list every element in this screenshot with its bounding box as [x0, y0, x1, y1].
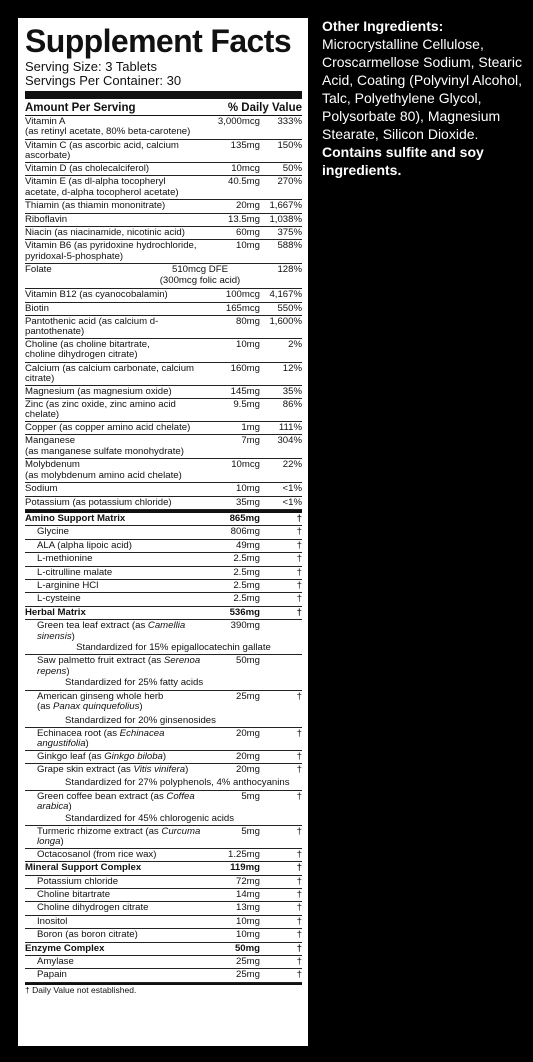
ingredient-name: Riboflavin [25, 213, 68, 225]
green-tea-pre: Green tea leaf extract (as [37, 620, 148, 632]
green-tea-amount: 390mg [230, 620, 260, 632]
ingredient-source: pyridoxal-5-phosphate) [25, 250, 124, 262]
dv-header: % Daily Value [227, 102, 302, 114]
amino-row [25, 593, 302, 606]
vitamin-row-name [25, 228, 206, 238]
nutrient-row-name [25, 460, 206, 481]
folate-row [25, 264, 302, 289]
ingredient-name: Inositol [37, 915, 68, 927]
ingredient-dv: 111% [278, 421, 302, 433]
coffee-amount: 5mg [241, 790, 260, 802]
ingredient-name: Sodium [25, 483, 58, 495]
ingredient-amount: 72mg [236, 875, 260, 887]
vitamin-row [25, 214, 302, 227]
ingredient-name: Choline bitartrate [37, 889, 111, 901]
ingredient-name: ALA (alpha lipoic acid) [37, 539, 132, 551]
ingredient-name: Potassium (as potassium chloride) [25, 496, 172, 508]
ingredient-dv: 1,667% [269, 200, 302, 212]
mineral-row [25, 876, 302, 889]
nutrient-row-name [25, 484, 206, 494]
mineral-complex-dv: † [296, 862, 302, 874]
nutrient-row [25, 399, 302, 422]
herbal-matrix-row [25, 607, 302, 620]
ingredient-amount: 80mg [236, 315, 260, 327]
amino-row [25, 526, 302, 539]
ingredient-amount: 49mg [236, 539, 260, 551]
vitamin-row-name [25, 164, 206, 174]
ingredient-source: (as retinyl acetate, 80% beta-carotene) [25, 126, 191, 138]
ingredient-amount: 10mg [236, 338, 260, 350]
mineral-row [25, 889, 302, 902]
coffee-name [25, 792, 206, 813]
ingredient-name: Vitamin B12 (as cyanocobalamin) [25, 289, 168, 301]
nutrient-row [25, 303, 302, 316]
ingredient-dv: † [296, 929, 302, 941]
herbal-matrix-dv: † [296, 606, 302, 618]
ginkgo-row [25, 751, 302, 764]
ginkgo-pre: Ginkgo leaf (as [37, 750, 105, 762]
thick-divider [25, 91, 302, 99]
ginkgo-dv: † [296, 750, 302, 762]
allergen-statement: Contains sulfite and soy ingredients. [322, 144, 484, 178]
nutrient-row [25, 422, 302, 435]
servings-per-container: Servings Per Container: 30 [25, 73, 182, 88]
footnote: † Daily Value not established. [25, 983, 302, 996]
folate-amount-text: 510mcg DFE [172, 264, 228, 276]
enzyme-row [25, 969, 302, 982]
ingredient-name: L-citrulline malate [37, 566, 113, 578]
nutrient-row-name [25, 423, 206, 433]
ingredient-name: Choline dihydrogen citrate [37, 902, 149, 914]
ginseng-latin: Panax quinquefolius [53, 700, 140, 712]
amino-row-name [25, 594, 206, 604]
serving-size: Serving Size: 3 Tablets [25, 59, 157, 74]
ingredient-amount: 13mg [236, 902, 260, 914]
amount-header: Amount Per Serving [25, 102, 136, 114]
grape-pre: Grape skin extract (as [37, 764, 134, 776]
ingredient-name: Glycine [37, 526, 69, 538]
mineral-row [25, 902, 302, 915]
nutrient-row [25, 363, 302, 386]
amino-row-name [25, 554, 206, 564]
ingredient-amount: 10mg [236, 915, 260, 927]
ingredient-amount: 2.5mg [233, 593, 260, 605]
nutrient-row [25, 386, 302, 399]
ingredient-amount: 7mg [241, 435, 260, 447]
ingredient-dv: 550% [277, 302, 302, 314]
ingredient-name: Amylase [37, 956, 74, 968]
mineral-row-name [25, 890, 206, 900]
amino-row-name [25, 527, 206, 537]
ingredient-dv: † [296, 875, 302, 887]
enzyme-complex-row [25, 943, 302, 956]
amino-matrix-row [25, 513, 302, 526]
mineral-row-name [25, 877, 206, 887]
vitamin-row [25, 176, 302, 200]
vitamin-row [25, 116, 302, 140]
octacosanol-name: Octacosanol (from rice wax) [37, 848, 157, 860]
vitamin-row-name [25, 241, 206, 262]
grape-name [25, 765, 206, 775]
ingredient-amount: 25mg [236, 956, 260, 968]
enzyme-complex-name: Enzyme Complex [25, 942, 105, 954]
vitamin-row [25, 163, 302, 176]
saw-palmetto-row [25, 655, 302, 677]
ingredient-name: L-cysteine [37, 593, 81, 605]
grape-standardized: Standardized for 27% polyphenols, 4% anthocyanins [25, 777, 302, 790]
amino-row [25, 540, 302, 553]
ingredient-dv: 1,600% [269, 315, 302, 327]
vitamin-row [25, 140, 302, 163]
ingredient-dv: † [296, 969, 302, 981]
column-header [25, 101, 302, 116]
turmeric-pre: Turmeric rhizome extract (as [37, 826, 162, 838]
ingredient-amount: 1mg [241, 421, 260, 433]
ingredient-name: Biotin [25, 302, 49, 314]
ingredient-dv: 304% [277, 435, 302, 447]
nutrient-row [25, 316, 302, 339]
mineral-row [25, 929, 302, 942]
ingredient-amount: 100mcg [225, 289, 260, 301]
herbal-matrix-amount: 536mg [229, 606, 260, 618]
coffee-dv: † [296, 790, 302, 802]
nutrient-row-name [25, 317, 206, 338]
ginkgo-post: ) [162, 750, 167, 762]
ingredient-amount: 40.5mg [228, 176, 260, 188]
ingredient-name: Molybdenum [25, 459, 80, 471]
nutrient-row-name [25, 387, 206, 397]
ginseng-pre: (as [37, 700, 53, 712]
turmeric-amount: 5mg [241, 826, 260, 838]
ingredient-name: Magnesium (as magnesium oxide) [25, 385, 172, 397]
ginseng-post: ) [139, 700, 143, 712]
nutrient-row-name [25, 364, 206, 385]
ingredient-name: Potassium chloride [37, 875, 119, 887]
mineral-row [25, 916, 302, 929]
amino-row-name [25, 568, 206, 578]
amino-matrix-amount: 865mg [229, 512, 260, 524]
echinacea-row [25, 728, 302, 751]
echinacea-name [25, 729, 206, 750]
ingredient-amount: 10mg [236, 929, 260, 941]
nutrient-row-name [25, 304, 206, 314]
ingredient-dv: 12% [282, 362, 302, 374]
nutrient-row-name [25, 498, 206, 508]
ingredient-name: Vitamin D (as cholecalciferol) [25, 162, 150, 174]
enzyme-complex-amount: 50mg [234, 942, 260, 954]
ingredient-dv: † [296, 593, 302, 605]
ingredient-amount: 13.5mg [228, 213, 260, 225]
folate-amount [140, 265, 260, 286]
ingredient-source: acetate, d-alpha tocopherol acetate) [25, 186, 179, 198]
nutrient-row-name [25, 436, 206, 457]
turmeric-row [25, 826, 302, 849]
coffee-latin: Coffea arabica [37, 790, 195, 813]
ingredient-amount: 25mg [236, 969, 260, 981]
ingredient-name: Vitamin A [25, 116, 66, 127]
ingredient-name: Manganese [25, 435, 76, 447]
coffee-post: ) [68, 801, 72, 813]
grape-amount: 20mg [236, 764, 260, 776]
ingredient-dv: 270% [277, 176, 302, 188]
ingredient-dv: 4,167% [269, 289, 302, 301]
mineral-row-name [25, 903, 206, 913]
ingredient-amount: 165mcg [225, 302, 260, 314]
folate-dv: 128% [277, 264, 302, 276]
ingredient-dv: † [296, 889, 302, 901]
ingredient-dv: 333% [277, 116, 302, 127]
ingredient-amount: 35mg [236, 496, 260, 508]
amino-row [25, 567, 302, 580]
amino-row-name [25, 541, 206, 551]
enzyme-list [25, 956, 302, 983]
ingredient-name: Vitamin C (as ascorbic acid, calcium ascorbate) [25, 140, 179, 162]
echinacea-dv: † [296, 727, 302, 739]
ingredient-dv: 2% [288, 338, 302, 350]
green-tea-post: ) [71, 630, 75, 642]
ingredient-name: Zinc (as zinc oxide, zinc amino acid chelate) [25, 398, 176, 421]
ingredient-amount: 10mg [236, 483, 260, 495]
vitamin-list-2 [25, 289, 302, 510]
supplement-facts-panel [17, 17, 309, 1047]
ingredient-name: L-arginine HCl [37, 579, 99, 591]
ingredient-amount: 135mg [230, 140, 260, 151]
ingredient-amount: 806mg [230, 526, 260, 538]
mineral-complex-amount: 119mg [230, 862, 260, 874]
vitamin-row-name [25, 117, 206, 138]
turmeric-dv: † [296, 826, 302, 838]
ingredient-dv: 50% [282, 162, 302, 174]
grape-latin: Vitis vinifera [133, 764, 186, 776]
ginkgo-amount: 20mg [236, 750, 260, 762]
ingredient-name: Calcium (as calcium carbonate, calcium citrate) [25, 362, 195, 385]
echinacea-pre: Echinacea root (as [37, 727, 120, 739]
ingredient-source: (as manganese sulfate monohydrate) [25, 445, 184, 457]
ingredient-dv: † [296, 902, 302, 914]
amino-row-name [25, 581, 206, 591]
other-ingredients-heading: Other Ingredients: [322, 18, 444, 34]
nutrient-row [25, 497, 302, 510]
grape-post: ) [185, 764, 189, 776]
ingredient-name: Niacin (as niacinamide, nicotinic acid) [25, 226, 185, 238]
ingredient-name: Choline (as choline bitartrate, [25, 338, 150, 350]
grape-row [25, 764, 302, 777]
ginseng-standardized: Standardized for 20% ginsenosides [25, 715, 302, 728]
panel-title: Supplement Facts [25, 23, 292, 59]
amino-matrix-dv: † [296, 512, 302, 524]
ingredient-dv: † [296, 526, 302, 538]
enzyme-row-name [25, 970, 206, 980]
vitamin-row [25, 227, 302, 240]
ingredient-amount: 10mcg [231, 162, 260, 174]
ingredient-dv: † [296, 579, 302, 591]
ingredient-name: Vitamin E (as dl-alpha tocopheryl [25, 176, 166, 188]
nutrient-row [25, 483, 302, 496]
turmeric-latin: Curcuma longa [37, 826, 201, 848]
echinacea-amount: 20mg [236, 727, 260, 739]
enzyme-row-name [25, 957, 206, 967]
amino-row [25, 580, 302, 593]
ingredient-amount: 10mg [236, 240, 260, 252]
mineral-list [25, 876, 302, 943]
folate-name: Folate [25, 264, 52, 276]
ingredient-dv: 1,038% [269, 213, 302, 225]
ingredient-amount: 60mg [236, 226, 260, 238]
ingredient-dv: † [296, 956, 302, 968]
ingredient-name: Vitamin B6 (as pyridoxine hydrochloride, [25, 240, 197, 252]
other-ingredients-body: Microcrystalline Cellulose, Croscarmellose Sodium, Stearic Acid, Coating (Polyvinyl Alcohol, Talc, Polyethylene Glycol, Polysorbate 80), Magnesium Stearate, Silicon Dioxide. [322, 36, 522, 142]
ingredient-source: (as molybdenum amino acid chelate) [25, 469, 182, 481]
ginseng-row [25, 691, 302, 715]
ginseng-dv: † [296, 690, 302, 702]
ingredient-dv: 588% [277, 240, 302, 252]
ingredient-name: Copper (as copper amino acid chelate) [25, 421, 191, 433]
enzyme-complex-dv: † [296, 942, 302, 954]
ginseng-amount: 25mg [236, 690, 260, 702]
ingredient-amount: 20mg [236, 200, 260, 212]
green-tea-row [25, 620, 302, 642]
ingredient-dv: 86% [282, 398, 302, 410]
ingredient-dv: 150% [277, 140, 302, 151]
mineral-row-name [25, 917, 206, 927]
nutrient-row [25, 435, 302, 459]
mineral-row-name [25, 930, 206, 940]
ingredient-amount: 10mcg [231, 459, 260, 471]
vitamin-row-name [25, 177, 206, 198]
turmeric-post: ) [60, 836, 64, 848]
vitamin-row-name [25, 215, 206, 225]
saw-palmetto-pre: Saw palmetto fruit extract (as [37, 655, 164, 667]
ingredient-dv: 22% [282, 459, 302, 471]
ingredient-amount: 3,000mcg [217, 116, 260, 127]
nutrient-row [25, 339, 302, 363]
ingredient-dv: 35% [282, 385, 302, 397]
vitamin-list [25, 116, 302, 264]
saw-palmetto-post: ) [66, 665, 70, 677]
ingredient-dv: † [296, 539, 302, 551]
nutrient-row-name [25, 290, 206, 300]
mineral-complex-name: Mineral Support Complex [25, 862, 142, 874]
echinacea-latin: Echinacea angustifolia [37, 727, 165, 750]
coffee-standardized: Standardized for 45% chlorogenic acids [25, 813, 302, 826]
green-tea-name [25, 621, 206, 642]
coffee-pre: Green coffee bean extract (as [37, 790, 167, 802]
ginkgo-name [25, 752, 206, 762]
other-ingredients [322, 17, 522, 179]
green-tea-standardized: Standardized for 15% epigallocatechin gallate [25, 642, 302, 655]
ingredient-dv: † [296, 553, 302, 565]
ingredient-amount: 2.5mg [233, 566, 260, 578]
vitamin-row-name [25, 201, 206, 211]
octacosanol-row [25, 849, 302, 862]
amino-list [25, 526, 302, 606]
saw-palmetto-amount: 50mg [236, 655, 260, 667]
saw-palmetto-name [25, 656, 206, 677]
nutrient-row-name [25, 400, 206, 421]
ingredient-amount: 2.5mg [233, 553, 260, 565]
ingredient-name: Thiamin (as thiamin mononitrate) [25, 200, 166, 212]
ingredient-name: Papain [37, 969, 67, 981]
ingredient-amount: 9.5mg [233, 398, 260, 410]
vitamin-row [25, 200, 302, 213]
octacosanol-dv: † [296, 848, 302, 860]
vitamin-row-name [25, 141, 206, 162]
vitamin-row [25, 240, 302, 264]
ingredient-amount: 145mg [230, 385, 260, 397]
nutrient-row [25, 289, 302, 302]
saw-palmetto-standardized: Standardized for 25% fatty acids [25, 677, 302, 690]
echinacea-post: ) [85, 738, 89, 750]
mineral-complex-row [25, 862, 302, 875]
ingredient-amount: 160mg [230, 362, 260, 374]
ingredient-name: L-methionine [37, 553, 93, 565]
ingredient-dv: † [296, 566, 302, 578]
ingredient-dv: † [296, 915, 302, 927]
ingredient-dv: <1% [282, 483, 302, 495]
ginkgo-latin: Ginkgo biloba [104, 750, 163, 762]
ingredient-dv: <1% [282, 496, 302, 508]
nutrient-row-name [25, 340, 206, 361]
grape-dv: † [296, 764, 302, 776]
ingredient-name: Pantothenic acid (as calcium d-pantothenate) [25, 315, 159, 338]
ingredient-amount: 14mg [236, 889, 260, 901]
folate-amount-sub: (300mcg folic acid) [159, 274, 241, 286]
amino-matrix-name: Amino Support Matrix [25, 512, 126, 524]
enzyme-row [25, 956, 302, 969]
amino-row [25, 553, 302, 566]
nutrient-row [25, 459, 302, 483]
ginseng-name [25, 692, 206, 713]
turmeric-name [25, 827, 206, 848]
ingredient-dv: 375% [277, 226, 302, 238]
ingredient-amount: 2.5mg [233, 579, 260, 591]
ingredient-name: Boron (as boron citrate) [37, 929, 138, 941]
coffee-row [25, 791, 302, 813]
green-tea-latin: Camellia sinensis [37, 620, 186, 642]
herbal-matrix-name: Herbal Matrix [25, 606, 86, 618]
ginseng-line1: American ginseng whole herb [37, 690, 164, 702]
ingredient-source: choline dihydrogen citrate) [25, 349, 138, 361]
saw-palmetto-latin: Serenoa repens [37, 655, 201, 677]
octacosanol-amount: 1.25mg [228, 848, 260, 860]
